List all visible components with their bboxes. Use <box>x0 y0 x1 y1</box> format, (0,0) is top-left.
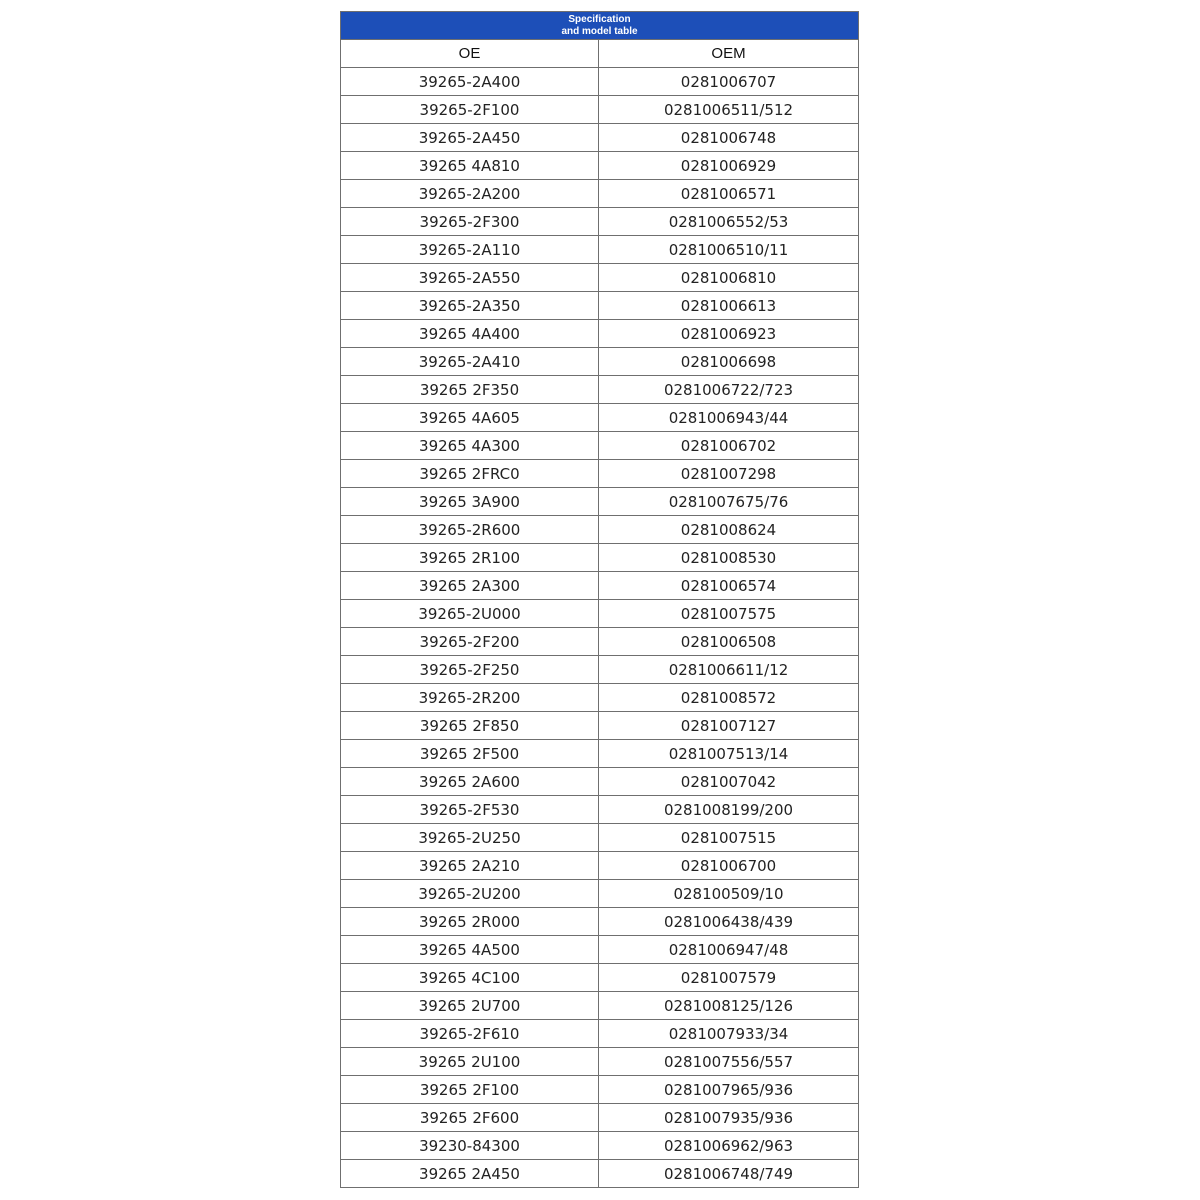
table-row <box>341 123 858 151</box>
table-row <box>341 655 858 683</box>
oem-cell: 0281006943/44 <box>668 408 789 427</box>
oe-cell: 39265-2R600 <box>341 516 599 543</box>
oem-cell: 0281006923 <box>680 324 777 343</box>
table-row <box>341 627 858 655</box>
oe-cell: 39265 2A300 <box>341 572 599 599</box>
oe-cell: 39265-2U000 <box>341 600 599 627</box>
table-row <box>341 291 858 319</box>
oem-cell: 0281006748 <box>680 128 777 147</box>
table-row <box>341 1103 858 1131</box>
oe-cell: 39265 4A300 <box>341 432 599 459</box>
oem-cell: 0281006511/512 <box>663 100 794 119</box>
oe-cell: 39265-2A350 <box>341 292 599 319</box>
oem-cell: 0281006508 <box>680 632 777 651</box>
oem-cell: 0281006929 <box>680 156 777 175</box>
oem-cell: 0281006438/439 <box>663 912 794 931</box>
table-row <box>341 151 858 179</box>
oe-cell: 39265 2U100 <box>341 1048 599 1075</box>
oe-cell: 39265 2U700 <box>341 992 599 1019</box>
specification-table <box>340 11 859 1188</box>
oem-cell: 0281006962/963 <box>663 1136 794 1155</box>
table-row <box>341 543 858 571</box>
oe-cell: 39265-2A550 <box>341 264 599 291</box>
oem-cell: 0281007933/34 <box>668 1024 789 1043</box>
oem-cell: 0281007298 <box>680 464 777 483</box>
table-row <box>341 991 858 1019</box>
oem-cell: 0281006810 <box>680 268 777 287</box>
oe-cell: 39265-2F250 <box>341 656 599 683</box>
oe-cell: 39265 4A605 <box>341 404 599 431</box>
table-row <box>341 795 858 823</box>
table-row <box>341 67 858 95</box>
column-header-oe: OE <box>341 40 599 67</box>
oem-cell: 0281008572 <box>680 688 777 707</box>
oem-cell: 0281006698 <box>680 352 777 371</box>
table-row <box>341 403 858 431</box>
table-row <box>341 1075 858 1103</box>
table-row <box>341 235 858 263</box>
oem-cell: 0281006571 <box>680 184 777 203</box>
oe-cell: 39265 2FRC0 <box>341 460 599 487</box>
oem-cell: 028100509/10 <box>673 884 784 903</box>
oem-cell: 0281007042 <box>680 772 777 791</box>
oe-cell: 39265-2A400 <box>341 68 599 95</box>
oe-cell: 39265 4A500 <box>341 936 599 963</box>
oe-cell: 39265 2A210 <box>341 852 599 879</box>
table-row <box>341 879 858 907</box>
oem-cell: 0281006574 <box>680 576 777 595</box>
oem-cell: 0281008530 <box>680 548 777 567</box>
oem-cell: 0281007513/14 <box>668 744 789 763</box>
table-row <box>341 935 858 963</box>
oe-cell: 39265-2F610 <box>341 1020 599 1047</box>
oe-cell: 39265 2A600 <box>341 768 599 795</box>
banner-title-line-2: and model table <box>561 25 638 37</box>
oem-cell: 0281008199/200 <box>663 800 794 819</box>
oem-cell: 0281006552/53 <box>668 212 789 231</box>
table-row <box>341 1159 858 1187</box>
oem-cell: 0281007556/557 <box>663 1052 794 1071</box>
oem-cell: 0281006707 <box>680 72 777 91</box>
oem-cell: 0281006702 <box>680 436 777 455</box>
oem-cell: 0281007127 <box>680 716 777 735</box>
oem-cell: 0281008624 <box>680 520 777 539</box>
table-row <box>341 767 858 795</box>
oe-cell: 39265 4A810 <box>341 152 599 179</box>
oe-cell: 39265-2A410 <box>341 348 599 375</box>
oem-cell: 0281006700 <box>680 856 777 875</box>
table-row <box>341 179 858 207</box>
oe-cell: 39265 2F600 <box>341 1104 599 1131</box>
table-row <box>341 1131 858 1159</box>
oe-cell: 39265 3A900 <box>341 488 599 515</box>
table-row <box>341 515 858 543</box>
oem-cell: 0281006748/749 <box>663 1164 794 1183</box>
table-row <box>341 683 858 711</box>
table-row <box>341 571 858 599</box>
table-row <box>341 95 858 123</box>
table-row <box>341 1019 858 1047</box>
table-row <box>341 207 858 235</box>
oe-cell: 39265-2R200 <box>341 684 599 711</box>
oe-cell: 39265 2A450 <box>341 1160 599 1187</box>
oem-cell: 0281008125/126 <box>663 996 794 1015</box>
table-header-row <box>341 39 858 67</box>
oe-cell: 39265 2F500 <box>341 740 599 767</box>
oe-cell: 39265-2U250 <box>341 824 599 851</box>
column-header-oem: OEM <box>711 45 746 62</box>
oe-cell: 39265-2F200 <box>341 628 599 655</box>
oem-cell: 0281006510/11 <box>668 240 789 259</box>
table-row <box>341 263 858 291</box>
oem-cell: 0281007935/936 <box>663 1108 794 1127</box>
table-row <box>341 823 858 851</box>
table-row <box>341 711 858 739</box>
oe-cell: 39265-2F300 <box>341 208 599 235</box>
oem-cell: 0281007965/936 <box>663 1080 794 1099</box>
oem-cell: 0281006947/48 <box>668 940 789 959</box>
table-row <box>341 347 858 375</box>
oe-cell: 39265-2A110 <box>341 236 599 263</box>
oe-cell: 39265-2F100 <box>341 96 599 123</box>
oe-cell: 39230-84300 <box>341 1132 599 1159</box>
oem-cell: 0281006613 <box>680 296 777 315</box>
table-row <box>341 431 858 459</box>
oe-cell: 39265-2F530 <box>341 796 599 823</box>
banner-title-line-1: Specification <box>568 13 631 25</box>
table-banner <box>341 12 858 39</box>
oe-cell: 39265 2R100 <box>341 544 599 571</box>
oe-cell: 39265 2F100 <box>341 1076 599 1103</box>
table-row <box>341 319 858 347</box>
table-row <box>341 907 858 935</box>
oem-cell: 0281007575 <box>680 604 777 623</box>
oem-cell: 0281006611/12 <box>668 660 789 679</box>
table-row <box>341 599 858 627</box>
oem-cell: 0281007515 <box>680 828 777 847</box>
oe-cell: 39265-2A450 <box>341 124 599 151</box>
table-body <box>341 67 858 1187</box>
table-row <box>341 851 858 879</box>
table-row <box>341 487 858 515</box>
oe-cell: 39265-2U200 <box>341 880 599 907</box>
oe-cell: 39265 2F850 <box>341 712 599 739</box>
oem-cell: 0281007579 <box>680 968 777 987</box>
oe-cell: 39265 2R000 <box>341 908 599 935</box>
oe-cell: 39265-2A200 <box>341 180 599 207</box>
oe-cell: 39265 4C100 <box>341 964 599 991</box>
table-row <box>341 1047 858 1075</box>
oe-cell: 39265 4A400 <box>341 320 599 347</box>
oe-cell: 39265 2F350 <box>341 376 599 403</box>
table-row <box>341 739 858 767</box>
oem-cell: 0281006722/723 <box>663 380 794 399</box>
table-row <box>341 459 858 487</box>
table-row <box>341 375 858 403</box>
table-row <box>341 963 858 991</box>
oem-cell: 0281007675/76 <box>668 492 789 511</box>
